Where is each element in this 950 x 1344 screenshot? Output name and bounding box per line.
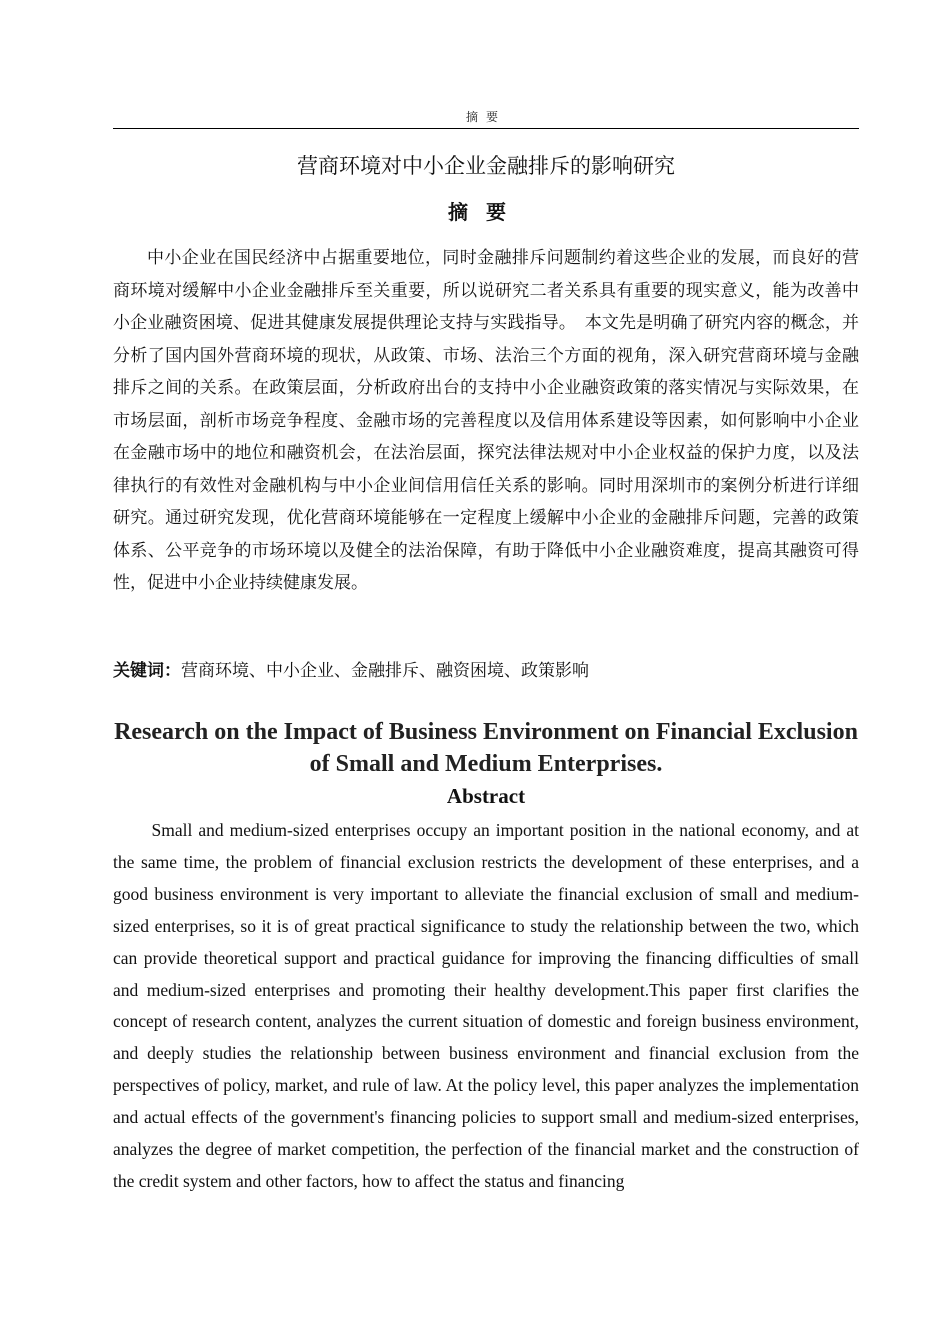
- english-title: Research on the Impact of Business Environment on Financial Exclusion of Small and Medium Enterprises.: [114, 719, 858, 777]
- keywords-label: 关键词：: [113, 661, 181, 681]
- english-abstract-heading: Abstract: [446, 784, 526, 808]
- english-abstract-body: Small and medium-sized enterprises occupy an important position in the national economy, and at the same time, the problem of financial exclusion restricts the development of these enterprises, and a good business environment is very important to alleviate the financial exclusion of small and medium-sized enterprises, so it is of great practical significance to study the relationship between the two, which can provide theoretical support and practical guidance for improving the financing difficulties of small and medium-sized enterprises and promoting their healthy development.This paper first clarifies the concept of research content, analyzes the current situation of domestic and foreign business environment, and deeply studies the relationship between business environment and financial exclusion from the perspectives of policy, market, and rule of law. At the policy level, this paper analyzes the implementation and actual effects of the government's financing policies to support small and medium-sized enterprises, analyzes the degree of market competition, the perfection of the financial market and the construction of the credit system and other factors, how to affect the status and financing: [113, 820, 859, 1191]
- running-header: 摘要: [465, 110, 506, 124]
- header-rule: [113, 128, 859, 129]
- chinese-abstract-heading: 摘要: [448, 200, 524, 224]
- chinese-keywords: [113, 656, 859, 681]
- chinese-title: 营商环境对中小企业金融排斥的影响研究: [297, 154, 675, 178]
- chinese-abstract-body: 中小企业在国民经济中占据重要地位，同时金融排斥问题制约着这些企业的发展，而良好的营商环境对缓解中小企业金融排斥至关重要，所以说研究二者关系具有重要的现实意义，能为改善中小企业融资困境、促进其健康发展提供理论支持与实践指导。 本文先是明确了研究内容的概念，并分析了国内国外营商环境的现状，从政策、市场、法治三个方面的视角，深入研究营商环境与金融排斥之间的关系。在政策层面，分析政府出台的支持中小企业融资政策的落实情况与实际效果，在市场层面，剖析市场竞争程度、金融市场的完善程度以及信用体系建设等因素，如何影响中小企业在金融市场中的地位和融资机会，在法治层面，探究法律法规对中小企业权益的保护力度，以及法律执行的有效性对金融机构与中小企业间信用信任关系的影响。同时用深圳市的案例分析进行详细研究。通过研究发现，优化营商环境能够在一定程度上缓解中小企业的金融排斥问题，完善的政策体系、公平竞争的市场环境以及健全的法治保障，有助于降低中小企业融资难度，提高其融资可得性，促进中小企业持续健康发展。: [113, 248, 859, 593]
- keywords-list: 营商环境、中小企业、金融排斥、融资困境、政策影响: [181, 661, 589, 681]
